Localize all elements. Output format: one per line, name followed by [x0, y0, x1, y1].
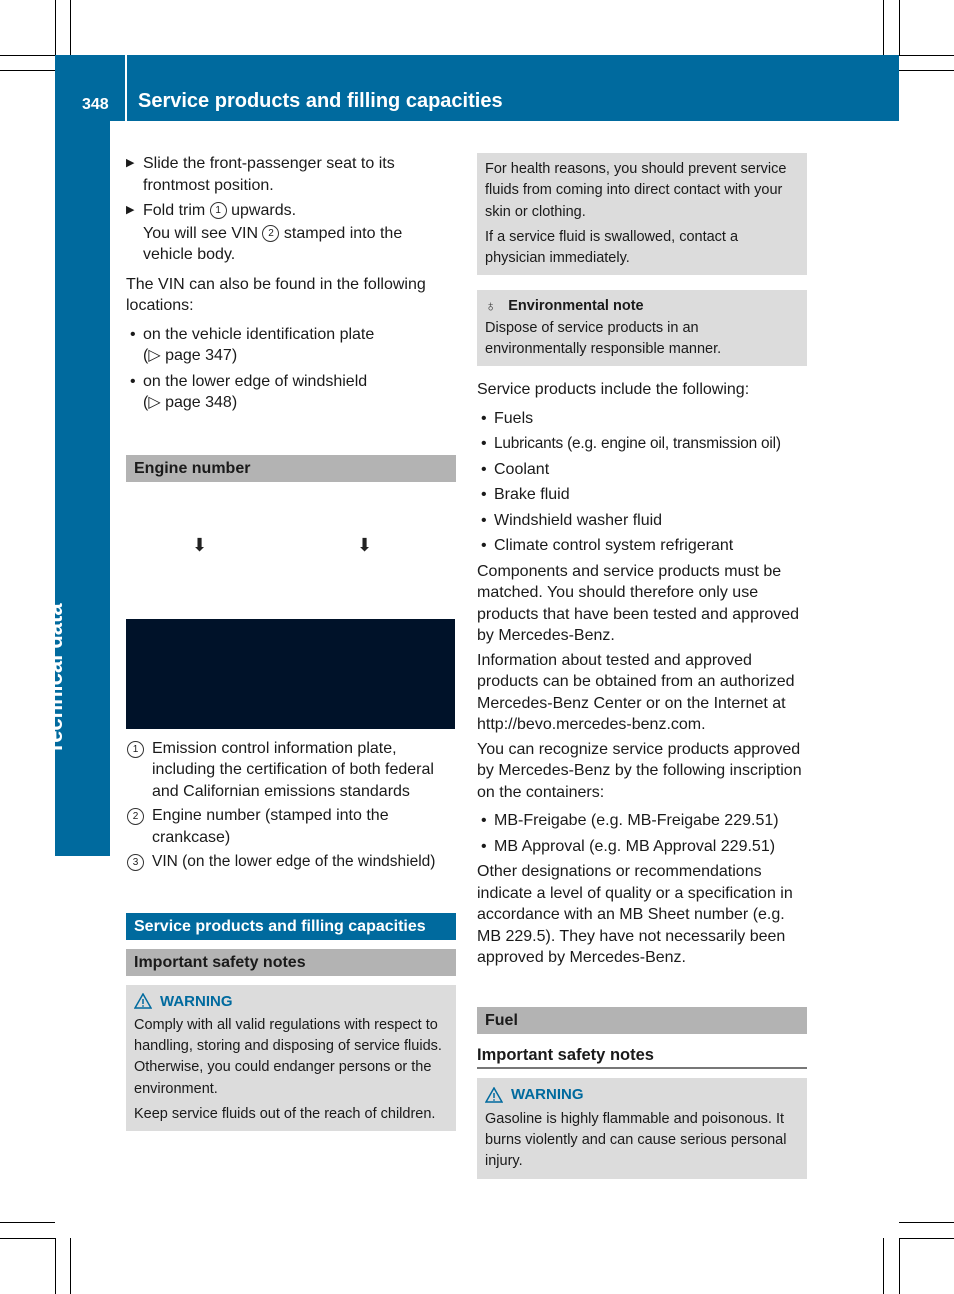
vin-note [126, 223, 456, 266]
warning-title [485, 1084, 799, 1105]
list-item [477, 433, 807, 455]
list-item-text: Climate control system refrigerant [494, 537, 734, 555]
crop-mark [0, 70, 55, 71]
arrow-down-icon: ⬇ [192, 534, 208, 555]
legend-item [126, 851, 456, 873]
step-arrow-icon: ▶ [126, 204, 135, 216]
right-column [477, 153, 807, 1179]
environmental-note-title [485, 296, 799, 317]
warning-box [477, 1078, 807, 1178]
crop-mark [899, 1222, 954, 1223]
environmental-note-box [477, 290, 807, 366]
vin-locations-intro: The VIN can also be found in the following locations: [126, 275, 426, 314]
side-tab-label-wrap [42, 121, 110, 811]
health-note-text: If a service fluid is swallowed, contact a physician immediately. [485, 228, 739, 267]
vin-note-text: stamped into the vehicle body. [143, 224, 403, 263]
section-heading: Fuel [477, 1007, 807, 1034]
body-paragraph: Components and service products must be matched. You should therefore only use products that have been tested and approved by Mercedes-Benz. [477, 562, 800, 645]
crop-mark [55, 1238, 56, 1294]
warning-icon [485, 1087, 503, 1103]
list-item [477, 810, 807, 832]
bullet-dot: • [130, 372, 136, 390]
step-text: Fold trim [143, 202, 210, 219]
warning-title [134, 991, 448, 1012]
list-item-text: on the vehicle identification plate [143, 325, 375, 343]
bullet-dot: • [481, 460, 487, 478]
crop-mark [899, 1238, 954, 1239]
bullet-dot: • [481, 435, 487, 453]
bullet-dot: • [481, 409, 487, 427]
crop-mark [0, 55, 55, 56]
warning-icon [134, 993, 152, 1009]
warning-text: Comply with all valid regulations with respect to handling, storing and disposing of service fluids. Otherwise, you could endanger persons or the environment. [134, 1016, 442, 1097]
arrow-down-icon: ⬇ [357, 534, 373, 555]
step-item [126, 200, 456, 222]
callout-number: 1 [210, 202, 227, 219]
page-reference: (▷ page 348) [143, 394, 238, 411]
warning-label: WARNING [160, 992, 233, 1010]
crop-mark [70, 1238, 71, 1294]
crop-mark [0, 1222, 55, 1223]
products-intro: Service products include the following: [477, 381, 750, 399]
page-title: Service products and filling capacities [138, 90, 503, 112]
side-tab-marker [55, 811, 110, 856]
step-item [126, 153, 456, 196]
legend-item [126, 805, 456, 848]
warning-label: WARNING [511, 1086, 584, 1104]
crop-mark [899, 70, 954, 71]
list-item-text: Lubricants (e.g. engine oil, transmission oil) [494, 435, 781, 453]
crop-mark [70, 0, 71, 55]
vin-note-text: You will see VIN [143, 224, 263, 242]
subsection-heading: Important safety notes [477, 1045, 807, 1070]
legend-item [126, 738, 456, 803]
side-tab-label: Technical data [42, 603, 67, 755]
list-item [477, 408, 807, 430]
list-item-text: Windshield washer fluid [494, 511, 663, 529]
legend-text: VIN (on the lower edge of the windshield) [152, 853, 436, 870]
left-column [126, 153, 456, 1131]
bullet-dot: • [130, 325, 136, 343]
bullet-dot: • [481, 812, 487, 830]
legend-text: Emission control information plate, including the certification of both federal and Californian emissions standards [152, 739, 434, 800]
bullet-dot: • [481, 486, 487, 504]
environmental-note-text: Dispose of service products in an environmentally responsible manner. [485, 319, 722, 358]
list-item [477, 510, 807, 532]
health-note-text: For health reasons, you should prevent service fluids from coming into direct contact with your skin or clothing. [485, 161, 787, 220]
list-item [477, 535, 807, 557]
list-item-text: Fuels [494, 409, 534, 427]
step-text: upwards. [226, 202, 297, 219]
crop-mark [899, 1238, 900, 1294]
bullet-dot: • [481, 837, 487, 855]
health-note-box [477, 153, 807, 275]
body-paragraph: Other designations or recommendations indicate a level of quality or a specification in accordance with an MB Sheet number (e.g. MB 229.5). They have not necessarily been approved by Mercedes-Benz. [477, 863, 793, 967]
page-number: 348 [82, 96, 109, 113]
callout-number: 3 [127, 854, 144, 871]
warning-text: Keep service fluids out of the reach of children. [134, 1105, 436, 1122]
list-item-text: Coolant [494, 460, 550, 478]
list-item-text: Brake fluid [494, 486, 570, 504]
list-item-text: MB Approval (e.g. MB Approval 229.51) [494, 837, 776, 855]
body-paragraph: You can recognize service products approved by Mercedes-Benz by the following inscription on the containers: [477, 740, 802, 801]
engine-photo [126, 619, 455, 729]
crop-mark [899, 55, 954, 56]
callout-number: 1 [127, 741, 144, 758]
callout-number: 2 [127, 808, 144, 825]
engine-figure [126, 500, 456, 730]
crop-mark [0, 1238, 55, 1239]
crop-mark [883, 0, 884, 55]
step-arrow-icon: ▶ [126, 157, 135, 169]
list-item [126, 324, 456, 367]
crop-mark [899, 0, 900, 55]
warning-box [126, 985, 456, 1132]
subsection-heading: Important safety notes [126, 949, 456, 976]
warning-text: Gasoline is highly flammable and poisonous. It burns violently and can cause serious personal injury. [485, 1110, 787, 1170]
body-paragraph: Information about tested and approved products can be obtained from an authorized Mercedes-Benz Center or on the Internet at http://bevo.mercedes-benz.com. [477, 651, 795, 734]
list-item [477, 459, 807, 481]
header-divider [125, 55, 127, 121]
section-heading-blue: Service products and filling capacities [126, 913, 456, 940]
crop-mark [883, 1238, 884, 1294]
list-item [126, 371, 456, 414]
lightbulb-icon: ♁ [485, 298, 497, 316]
bullet-dot: • [481, 511, 487, 529]
legend-text: Engine number (stamped into the crankcase) [152, 807, 389, 846]
list-item [477, 484, 807, 506]
list-item-text: on the lower edge of windshield [143, 372, 368, 390]
page-reference: (▷ page 347) [143, 347, 238, 364]
crop-mark [55, 0, 56, 55]
list-item-text: MB-Freigabe (e.g. MB-Freigabe 229.51) [494, 812, 779, 830]
list-item [477, 836, 807, 858]
bullet-dot: • [481, 537, 487, 555]
step-text: Slide the front-passenger seat to its frontmost position. [143, 155, 395, 194]
callout-number: 2 [262, 225, 279, 242]
environmental-note-label: Environmental note [508, 298, 644, 315]
section-heading: Engine number [126, 455, 456, 482]
